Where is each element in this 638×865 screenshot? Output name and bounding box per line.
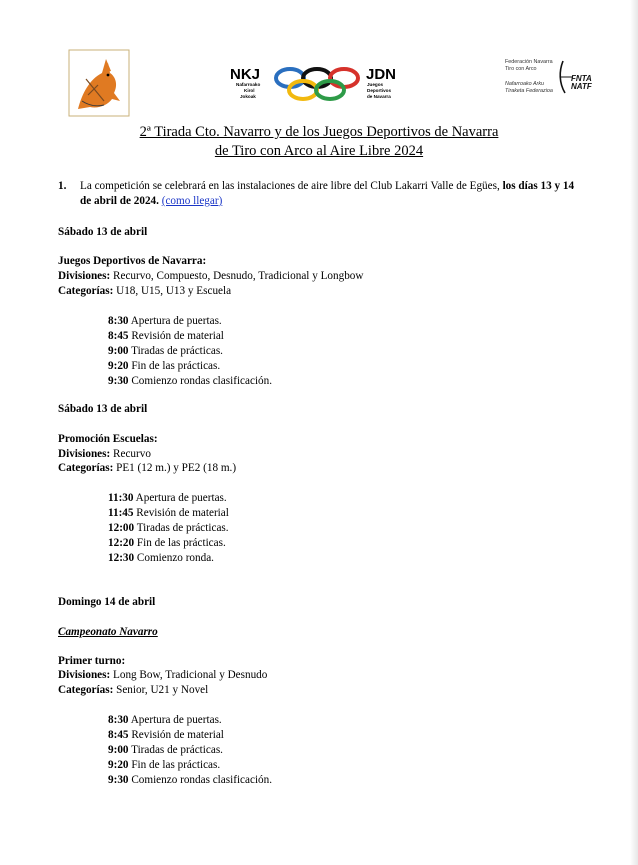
section-1-heading: Juegos Deportivos de Navarra: (58, 255, 207, 267)
section-2-categorias (58, 461, 236, 476)
fed-line-3: Nafarroako Arku (505, 81, 545, 87)
schedule-row: 8:30 Apertura de puertas. (108, 315, 222, 327)
fnta-letters: FNTA (571, 74, 592, 83)
fed-line-4: Tiraketa Federazioa (505, 88, 553, 94)
svg-text:Nafarroako: Nafarroako (236, 82, 261, 87)
svg-text:Deportivos: Deportivos (367, 88, 391, 93)
section-3-day: Domingo 14 de abril (58, 596, 156, 608)
section-1-schedule (108, 314, 272, 389)
title-line-1: 2ª Tirada Cto. Navarro y de los Juegos Deportivos de Navarra (139, 124, 499, 140)
svg-text:Juegos: Juegos (367, 82, 384, 87)
page-edge-shadow (630, 0, 638, 865)
schedule-row: 11:45 Revisión de material (108, 507, 229, 519)
section-1-divisiones (58, 269, 363, 284)
section-3-divisiones (58, 668, 267, 683)
svg-text:de Navarra: de Navarra (367, 94, 391, 99)
title-line-2: de Tiro con Arco al Aire Libre 2024 (214, 143, 424, 159)
nkj-letters: NKJ (230, 66, 261, 83)
natf-letters: NATF (571, 82, 592, 91)
intro-paragraph (58, 179, 588, 209)
schedule-row: 8:45 Revisión de material (108, 330, 224, 342)
section-2-divisiones (58, 447, 151, 462)
section-2-heading: Promoción Escuelas: (58, 433, 158, 445)
schedule-row: 8:30 Apertura de puertas. (108, 714, 222, 726)
intro-number: 1. (58, 180, 67, 192)
document-title (0, 123, 638, 161)
section-3-schedule (108, 713, 272, 788)
divisiones-label: Divisiones: (58, 448, 111, 460)
section-3-subtitle: Campeonato Navarro (58, 626, 158, 638)
categorias-label: Categorías: (58, 285, 114, 297)
divisiones-value: Recurvo (113, 448, 151, 460)
divisiones-label: Divisiones: (58, 270, 111, 282)
categorias-label: Categorías: (58, 462, 114, 474)
section-3-heading: Primer turno: (58, 655, 126, 667)
schedule-row: 12:20 Fin de las prácticas. (108, 537, 226, 549)
schedule-row: 9:30 Comienzo rondas clasificación. (108, 774, 273, 786)
section-2-day: Sábado 13 de abril (58, 403, 148, 415)
schedule-row: 9:30 Comienzo rondas clasificación. (108, 375, 273, 387)
fed-line-2: Tiro con Arco (505, 66, 537, 72)
jdn-letters: JDN (366, 66, 397, 83)
categorias-value: Senior, U21 y Novel (116, 684, 209, 696)
svg-text:Kirol: Kirol (244, 88, 255, 93)
section-1-categorias (58, 284, 231, 299)
federacion-logo (505, 57, 597, 101)
section-2-schedule (108, 491, 229, 566)
section-3-categorias (58, 683, 208, 698)
schedule-row: 12:00 Tiradas de prácticas. (108, 522, 229, 534)
section-1-day: Sábado 13 de abril (58, 226, 148, 238)
intro-text: La competición se celebrará en las instalaciones de aire libre del Club Lakarri Valle de Egües, (80, 180, 503, 192)
intro-dates: los días 13 y 14 de abril de 2024. (80, 180, 575, 207)
divisiones-label: Divisiones: (58, 669, 111, 681)
schedule-row: 9:00 Tiradas de prácticas. (108, 744, 223, 756)
schedule-row: 8:45 Revisión de material (108, 729, 224, 741)
fnta-emblem-icon (557, 57, 597, 101)
divisiones-value: Long Bow, Tradicional y Desnudo (113, 669, 268, 681)
schedule-row: 11:30 Apertura de puertas. (108, 492, 227, 504)
categorias-label: Categorías: (58, 684, 114, 696)
juegos-deportivos-logo (228, 62, 418, 106)
fed-line-1: Federación Navarra (505, 59, 553, 65)
divisiones-value: Recurvo, Compuesto, Desnudo, Tradicional y Longbow (113, 270, 364, 282)
schedule-row: 9:00 Tiradas de prácticas. (108, 345, 223, 357)
categorias-value: PE1 (12 m.) y PE2 (18 m.) (116, 462, 237, 474)
schedule-row: 9:20 Fin de las prácticas. (108, 360, 221, 372)
schedule-row: 9:20 Fin de las prácticas. (108, 759, 221, 771)
como-llegar-link[interactable]: (como llegar) (161, 195, 223, 207)
schedule-row: 12:30 Comienzo ronda. (108, 552, 214, 564)
svg-text:Jokoak: Jokoak (240, 94, 256, 99)
lakarri-club-logo (68, 49, 130, 117)
categorias-value: U18, U15, U13 y Escuela (116, 285, 232, 297)
